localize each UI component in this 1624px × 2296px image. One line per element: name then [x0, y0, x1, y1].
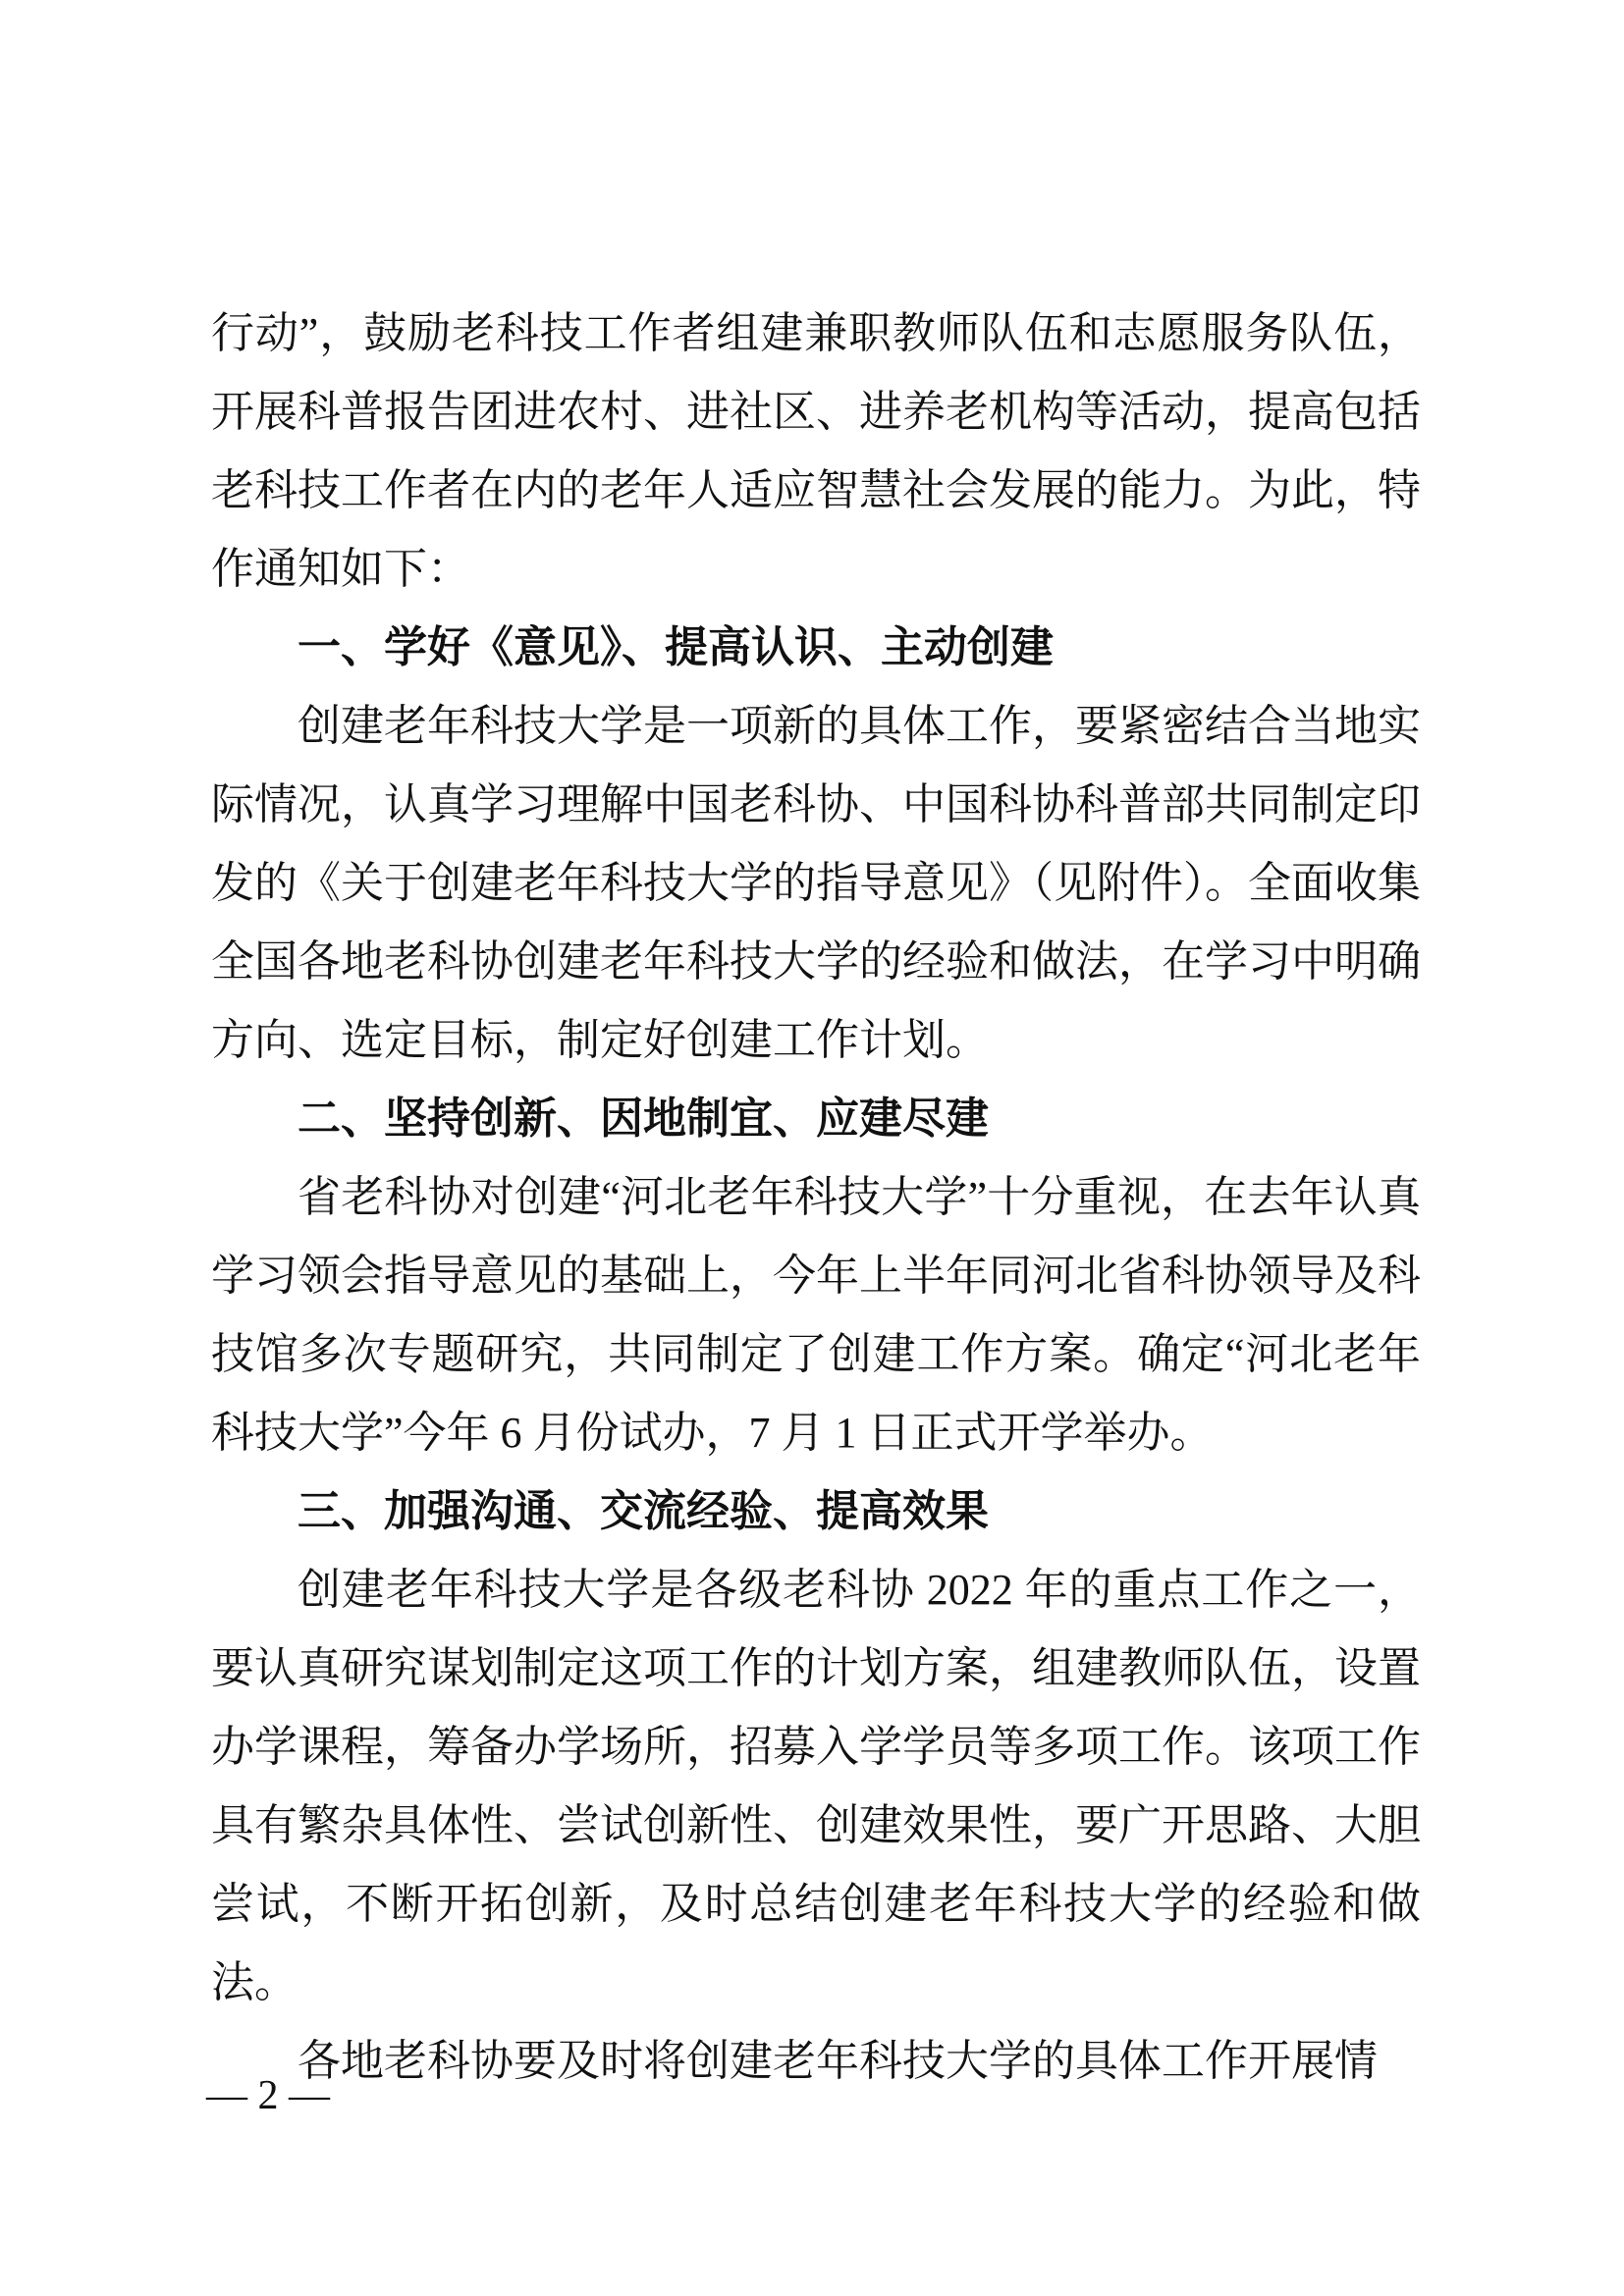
- section-heading-1: 一、学好《意见》、提高认识、主动创建: [298, 623, 1054, 671]
- section-heading-3: 三、加强沟通、交流经验、提高效果: [298, 1487, 989, 1535]
- page-number: — 2 —: [206, 2073, 330, 2118]
- section-heading-2: 二、坚持创新、因地制宜、应建尽建: [298, 1095, 989, 1143]
- paragraph-continued-from-previous-page: 行动”，鼓励老科技工作者组建兼职教师队伍和志愿服务队伍，开展科普报告团进农村、进社区、进养老机构等活动，提高包括老科技工作者在内的老年人适应智慧社会发展的能力。为此，特作通知如下：: [211, 309, 1421, 593]
- section-3-paragraph-continuing-to-next-page: 各地老科协要及时将创建老年科技大学的具体工作开展情: [298, 2037, 1378, 2085]
- section-2-paragraph: 省老科协对创建“河北老年科技大学”十分重视，在去年认真学习领会指导意见的基础上，今年上半年同河北省科协领导及科技馆多次专题研究，共同制定了创建工作方案。确定“河北老年科技大学”今年 6 月份试办，7 月 1 日正式开学举办。: [211, 1173, 1421, 1457]
- section-1-paragraph: 创建老年科技大学是一项新的具体工作，要紧密结合当地实际情况，认真学习理解中国老科协、中国科协科普部共同制定印发的《关于创建老年科技大学的指导意见》（见附件）。全面收集全国各地老科协创建老年科技大学的经验和做法，在学习中明确方向、选定目标，制定好创建工作计划。: [211, 702, 1421, 1064]
- document-body: [211, 294, 1421, 2101]
- section-3-paragraph: 创建老年科技大学是各级老科协 2022 年的重点工作之一，要认真研究谋划制定这项工作的计划方案，组建教师队伍，设置办学课程，筹备办学场所，招募入学学员等多项工作。该项工作具有繁杂具体性、尝试创新性、创建效果性，要广开思路、大胆尝试，不断开拓创新，及时总结创建老年科技大学的经验和做法。: [211, 1566, 1421, 2006]
